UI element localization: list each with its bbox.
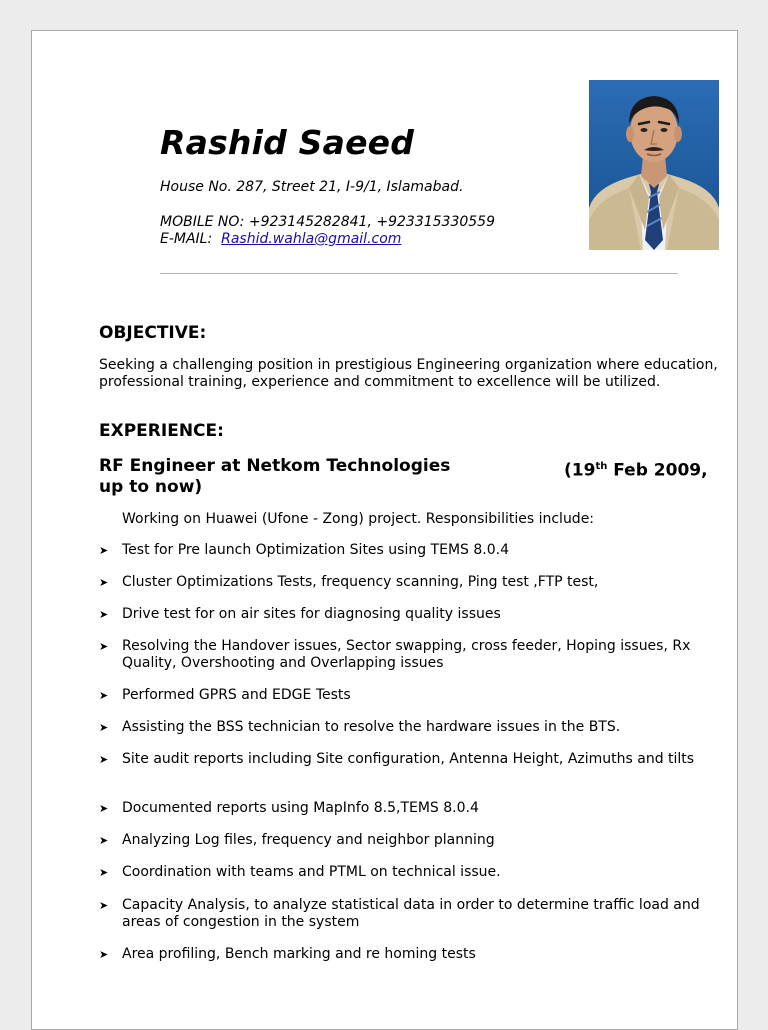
profile-photo	[589, 80, 719, 250]
list-item-text: Drive test for on air sites for diagnosing quality issues	[122, 606, 501, 622]
arrowhead-bullet-icon: ➤	[99, 899, 109, 912]
candidate-name: Rashid Saeed	[160, 123, 415, 162]
header-divider	[160, 273, 678, 274]
objective-heading: OBJECTIVE:	[99, 323, 207, 343]
arrowhead-bullet-icon: ➤	[99, 834, 109, 847]
list-item-text: Performed GPRS and EDGE Tests	[122, 687, 351, 703]
address-line: House No. 287, Street 21, I-9/1, Islamabad.	[160, 179, 464, 195]
job-date-start: (19	[564, 460, 596, 481]
email-label: E-MAIL:	[160, 231, 213, 247]
arrowhead-bullet-icon: ➤	[99, 689, 109, 702]
email-link[interactable]: Rashid.wahla@gmail.com	[221, 231, 402, 247]
arrowhead-bullet-icon: ➤	[99, 948, 109, 961]
email-line	[160, 231, 401, 248]
arrowhead-bullet-icon: ➤	[99, 866, 109, 879]
job-date-ordinal: th	[595, 461, 608, 472]
arrowhead-bullet-icon: ➤	[99, 544, 109, 557]
list-item-text: Cluster Optimizations Tests, frequency scanning, Ping test ,FTP test,	[122, 574, 599, 590]
list-item-text: Coordination with teams and PTML on technical issue.	[122, 864, 501, 880]
mobile-line: MOBILE NO: +923145282841, +923315330559	[160, 214, 495, 230]
arrowhead-bullet-icon: ➤	[99, 753, 109, 766]
experience-intro: Working on Huawei (Ufone - Zong) project. Responsibilities include:	[122, 511, 595, 527]
job-date	[564, 456, 708, 482]
experience-heading: EXPERIENCE:	[99, 421, 224, 441]
list-item-text: Test for Pre launch Optimization Sites using TEMS 8.0.4	[122, 542, 509, 558]
list-item-text: Documented reports using MapInfo 8.5,TEMS 8.0.4	[122, 800, 479, 816]
list-item-text: Area profiling, Bench marking and re homing tests	[122, 946, 476, 962]
arrowhead-bullet-icon: ➤	[99, 721, 109, 734]
list-item-text: Resolving the Handover issues, Sector swapping, cross feeder, Hoping issues, Rx Quality, Overshooting and Overlapping issues	[122, 638, 691, 671]
job-date-continued: up to now)	[99, 477, 203, 497]
list-item-text: Analyzing Log files, frequency and neighbor planning	[122, 832, 495, 848]
list-item-text: Assisting the BSS technician to resolve the hardware issues in the BTS.	[122, 719, 621, 735]
job-title: RF Engineer at Netkom Technologies	[99, 456, 451, 476]
resume-page	[31, 30, 738, 1030]
list-item-text: Site audit reports including Site configuration, Antenna Height, Azimuths and tilts	[122, 751, 695, 767]
arrowhead-bullet-icon: ➤	[99, 802, 109, 815]
objective-text: Seeking a challenging position in prestigious Engineering organization where education, professional training, experience and commitment to excellence will be utilized.	[99, 357, 718, 390]
arrowhead-bullet-icon: ➤	[99, 576, 109, 589]
arrowhead-bullet-icon: ➤	[99, 608, 109, 621]
arrowhead-bullet-icon: ➤	[99, 640, 109, 653]
list-item-text: Capacity Analysis, to analyze statistical data in order to determine traffic load and areas of congestion in the system	[122, 897, 700, 930]
job-date-rest: Feb 2009,	[607, 460, 708, 481]
portrait-illustration	[589, 80, 719, 250]
